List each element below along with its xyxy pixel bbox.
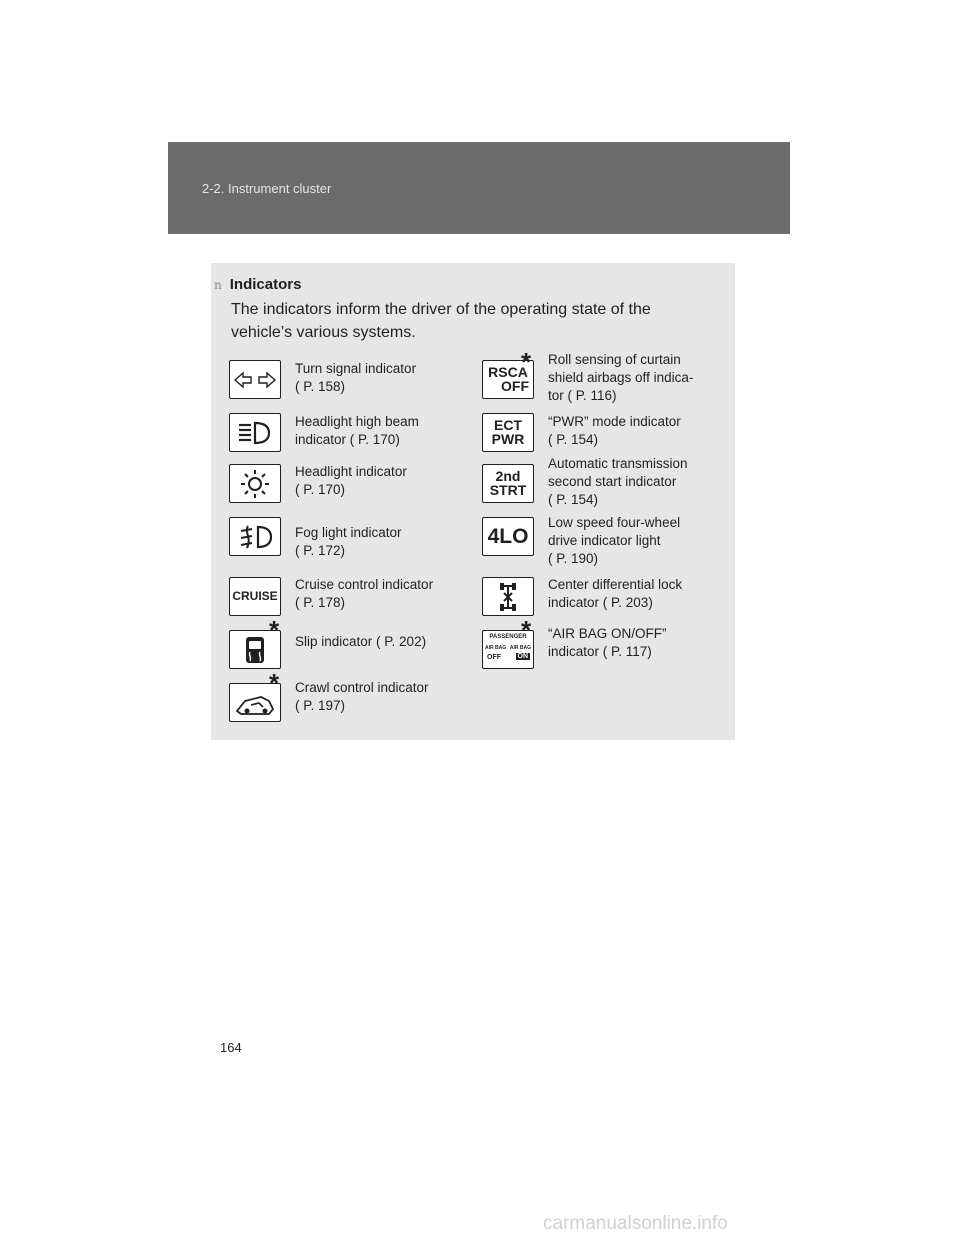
center-diff-lock-text: Center differential lock indicator ( P. 203) [548,577,683,610]
ect-pwr-text: “PWR” mode indicator ( P. 154) [548,414,681,447]
center-diff-lock-icon [482,577,534,616]
indicators-heading [214,276,301,293]
strt-label: STRT [489,481,527,498]
airbag-on-label: ON [517,653,528,660]
airbag-off-label-top: AIR BAG [485,645,507,651]
passenger-label: PASSENGER [489,634,527,640]
passenger-airbag-text: “AIR BAG ON/OFF” indicator ( P. 117) [548,626,667,659]
airbag-on-label-top: AIR BAG [509,645,531,651]
page-number: 164 [220,1040,242,1055]
turn-signal-icon [229,360,281,399]
cruise-icon-label: CRUISE [232,588,278,603]
rsca-label-top: RSCA [488,364,528,381]
4lo-icon [482,517,534,556]
second-label: 2nd [495,468,521,485]
high-beam-text: Headlight high beam indicator ( P. 170) [295,414,419,447]
fog-light-text: Fog light indicator ( P. 172) [295,525,402,558]
ect-label: ECT [493,417,522,434]
turn-signal-text: Turn signal indicator ( P. 158) [295,361,417,394]
high-beam-icon [229,413,281,452]
ect-pwr-icon [482,413,534,452]
headlight-icon [229,464,281,503]
intro-text: The indicators inform the driver of the operating state of the vehicle’s various systems. [231,301,651,341]
airbag-off-label: OFF [487,654,501,661]
section-header-bar [168,142,790,234]
section-title: 2-2. Instrument cluster [202,181,332,196]
headlight-text: Headlight indicator ( P. 170) [295,464,407,497]
heading-text: Indicators [229,276,302,293]
second-start-text: Automatic transmission second start indicator ( P. 154) [548,456,688,507]
passenger-airbag-star: * [521,620,532,640]
crawl-control-star: * [269,673,280,693]
watermark: carmanualsonline.info [543,1213,728,1234]
4lo-label: 4LO [487,524,529,548]
cruise-icon [229,577,281,616]
cruise-text: Cruise control indicator ( P. 178) [295,577,434,610]
slip-star: * [269,620,280,640]
crawl-control-text: Crawl control indicator ( P. 197) [295,680,429,713]
heading-bullet: n [214,278,222,292]
rsca-star: * [521,352,532,372]
fog-light-icon [229,517,281,556]
4lo-text: Low speed four-wheel drive indicator light ( P. 190) [548,515,681,566]
rsca-text: Roll sensing of curtain shield airbags off indica- tor ( P. 116) [548,352,694,403]
pwr-label: PWR [491,430,525,447]
slip-text: Slip indicator ( P. 202) [295,634,427,649]
rsca-label-bottom: OFF [501,377,529,394]
second-start-icon [482,464,534,503]
